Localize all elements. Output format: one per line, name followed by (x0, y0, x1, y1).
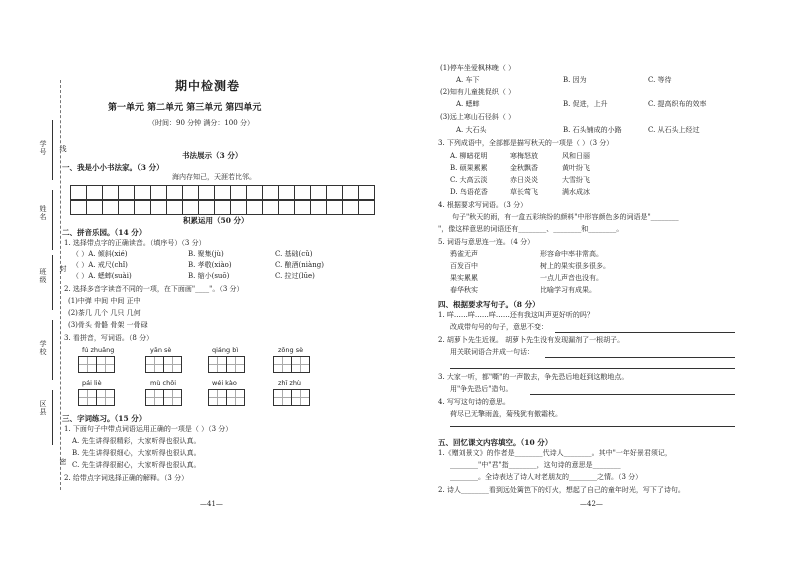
match-left-2[interactable]: 百发百中 (450, 262, 478, 270)
poem-line: 海内存知己，天涯若比邻。 (172, 173, 256, 181)
q1-row2-c: C. 酿酒(niàng) (275, 261, 324, 269)
question-1: 1. 选择带点字的正确读音。（填序号）（3 分） (64, 239, 206, 247)
answer-box-7[interactable] (208, 389, 244, 406)
page-number-right: —42— (580, 500, 603, 508)
seal-label: 封 (59, 265, 67, 273)
r-question-4: 4. 根据要求写词语。（3 分） (438, 201, 528, 209)
r-question-3: 3. 下列成语中，全部都是描写秋天的一项是（ ）（3 分） (438, 139, 614, 147)
match-right-4[interactable]: 比喻学习有成果。 (540, 286, 596, 294)
q4-text-line2: "，像这样意思的词语还有________、________和________。 (438, 225, 624, 233)
r-sub2-b: B. 促进，上升 (563, 100, 608, 108)
r-sub1-c: C. 等待 (648, 76, 672, 84)
secret-label: 密 (59, 458, 67, 466)
s4-q3-instruction: 用"争先恐后"造句。 (450, 385, 513, 393)
r-sub1-a: A. 车下 (456, 76, 480, 84)
id-line (52, 120, 53, 180)
idiom-b2: 金秋飘香 (510, 164, 538, 172)
idiom-d2: 草长莺飞 (510, 188, 538, 196)
s4-q4-poem: 荷尽已无擎雨盖，菊残犹有傲霜枝。 (450, 410, 562, 418)
question-4: 1. 下面句子中带点词语运用正确的一项是（ ）（3 分） (64, 425, 233, 433)
match-right-2[interactable]: 树上的果实很多很多。 (540, 262, 610, 270)
district-line (52, 390, 53, 445)
q1-row3-a: （ ）A. 蟋蟀(suài) (72, 272, 132, 280)
class-label: 班级 (39, 268, 47, 284)
section-4-heading: 四、根据要求写句子。（8 分） (438, 300, 540, 309)
s4-question-4: 4. 写写这句诗的意思。 (438, 398, 510, 406)
q4-option-a: A. 先生讲得很精彩，大家听得也很认真。 (72, 437, 201, 445)
s4-q1-answer-line[interactable] (555, 332, 735, 333)
r-sub3-a: A. 大石头 (456, 126, 487, 134)
calligraphy-header: 书法展示（3 分） (182, 151, 243, 160)
q4-option-c: C. 先生讲得很耐心，大家听得也很认真。 (72, 461, 201, 469)
question-5: 2. 给带点字词选择正确的解释。（3 分） (64, 474, 189, 482)
pinyin-4: zōng sè (278, 346, 304, 354)
q1-row1-b: B. 聚集(jù) (188, 250, 224, 258)
section-3-heading: 三、字词练习。（15 分） (62, 414, 147, 423)
r-sub1: (1)停车坐爱枫林晚（ ） (440, 64, 516, 72)
student-id-label: 学号 (39, 140, 47, 156)
r-question-5: 5. 词语与意思连一连。（4 分） (438, 238, 535, 246)
r-sub2-a: A. 蟋蟀 (456, 100, 480, 108)
s4-q2-instruction: 用关联词语合并成一句话： (450, 348, 534, 356)
page-number-left: —41— (200, 500, 223, 508)
q1-row2-b: B. 孝敬(xiào) (188, 261, 232, 269)
district-label: 区县 (39, 400, 47, 416)
school-label: 学校 (39, 340, 47, 356)
idiom-a3: 风和日丽 (562, 152, 590, 160)
class-line (52, 255, 53, 310)
accumulation-header: 积累运用（50 分） (183, 216, 249, 225)
answer-box-3[interactable] (208, 356, 244, 373)
s4-q4-answer-line[interactable] (450, 426, 735, 427)
pinyin-6: mù chōi (150, 379, 176, 387)
time-score: （时间：90 分钟 满分：100 分） (148, 119, 254, 127)
s5-question-2: 2. 诗人________看到远处篱笆下的灯火，想起了自己的童年时光，写下了诗句。 (438, 486, 685, 494)
section-5-heading: 五、回忆课文内容填空。（10 分） (438, 438, 553, 447)
pinyin-1: fú zhuāng (82, 346, 115, 354)
match-right-1[interactable]: 形容命中率非常高。 (540, 250, 603, 258)
idiom-a2: 寒梅怒放 (510, 152, 538, 160)
pinyin-7: wéi kào (212, 379, 237, 387)
pinyin-2: yān sè (150, 346, 172, 354)
s5-question-1: 1.《赠刘景文》的作者是________代诗人________。其中"一年好景君须记， (438, 449, 672, 457)
q4-option-b: B. 先生讲得很细心，大家听得也很认真。 (72, 449, 201, 457)
units-line: 第一单元 第二单元 第三单元 第四单元 (108, 103, 262, 113)
s5-q1-line3: ________。全诗表达了诗人对老朋友的________之情。（3 分） (450, 473, 643, 481)
s4-q3-answer-line[interactable] (530, 394, 735, 395)
section-1-heading: 一、我是小小书法家。（3 分） (62, 163, 164, 172)
r-sub1-b: B. 因为 (563, 76, 587, 84)
match-left-1[interactable]: 鸦雀无声 (450, 250, 478, 258)
idiom-c3: 大雪纷飞 (562, 176, 590, 184)
answer-box-6[interactable] (145, 389, 181, 406)
idiom-d3: 满水成冰 (562, 188, 590, 196)
answer-box-2[interactable] (145, 356, 181, 373)
s4-q2-answer-line[interactable] (545, 357, 735, 358)
section-2-heading: 二、拼音乐园。（14 分） (62, 228, 147, 237)
q1-row2-a: （ ）A. 戒尺(chǐ) (72, 261, 128, 269)
pinyin-8: zhī zhù (278, 379, 302, 387)
answer-box-8[interactable] (273, 389, 309, 406)
r-sub3-c: C. 从石头上经过 (648, 126, 700, 134)
s4-q2-answer-line-2[interactable] (450, 368, 735, 369)
q2-row1: (1)中弹 中间 中间 正中 (68, 297, 141, 305)
q4-text-line1: 句子"秋天的雨，有一盒五彩缤纷的颜料"中形容颜色多的词语是"________ (452, 213, 679, 221)
q1-row1-a: （ ）A. 倾斜(xié) (72, 250, 128, 258)
question-3: 3. 看拼音，写词语。（8 分） (64, 334, 154, 342)
s4-q1-instruction: 改成带句号的句子，意思不变： (450, 323, 548, 331)
idiom-c1: C. 大高云淡 (450, 176, 488, 184)
answer-box-1[interactable] (78, 356, 114, 373)
page-title: 期中检测卷 (175, 79, 241, 93)
idiom-b1: B. 硕果累累 (450, 164, 488, 172)
match-left-4[interactable]: 春华秋实 (450, 286, 478, 294)
answer-box-4[interactable] (273, 356, 309, 373)
q1-row1-c: C. 基础(cǔ) (275, 250, 313, 258)
school-line (52, 320, 53, 380)
binding-line-label: 线 (59, 145, 67, 153)
match-left-3[interactable]: 果实累累 (450, 274, 478, 282)
name-line (52, 190, 53, 250)
match-right-3[interactable]: 一点儿声音也没有。 (540, 274, 603, 282)
q1-row3-c: C. 拉过(lūe) (275, 272, 315, 280)
binding-dashed-line (60, 80, 61, 490)
s4-question-3: 3. 大家一听，都"嘶"的一声散去，争先恐后地赶到这粮地点。 (438, 373, 629, 381)
r-sub2: (2)知有儿童挑促织（ ） (440, 88, 516, 96)
pinyin-3: qiáng bì (212, 346, 239, 354)
name-label: 姓名 (39, 205, 47, 221)
answer-box-5[interactable] (78, 389, 114, 406)
s5-q1-line2: ________"中"君"指________，这句诗的意思是________ (450, 461, 621, 469)
pinyin-5: pái liè (82, 379, 102, 387)
idiom-c2: 赤日炎炎 (510, 176, 538, 184)
question-2: 2. 选择多音字读音不同的一项，在下面画"____"。（3 分） (64, 285, 244, 293)
calligraphy-grid-row2[interactable] (70, 199, 374, 215)
idiom-b3: 黄叶纷飞 (562, 164, 590, 172)
s4-question-2: 2. 胡萝卜先生近视。 胡萝卜先生没有发现漏剂了一根胡子。 (438, 336, 625, 344)
r-sub3: (3)远上寒山石径斜（ ） (440, 113, 516, 121)
idiom-a1: A. 柳暗花明 (450, 152, 488, 160)
q2-row2: (2)茶几 几个 几只 几何 (68, 309, 141, 317)
r-sub2-c: C. 提高织布的效率 (648, 100, 707, 108)
r-sub3-b: B. 石头铺成的小路 (563, 126, 622, 134)
s4-question-1: 1. 咩……咩……咩……还有我这叫声更好听的吗？ (438, 311, 594, 319)
q2-row3: (3)骨头 骨骼 骨架 一骨碌 (68, 321, 148, 329)
idiom-d1: D. 鸟语花香 (450, 188, 488, 196)
q1-row3-b: B. 缩小(suō) (188, 272, 230, 280)
